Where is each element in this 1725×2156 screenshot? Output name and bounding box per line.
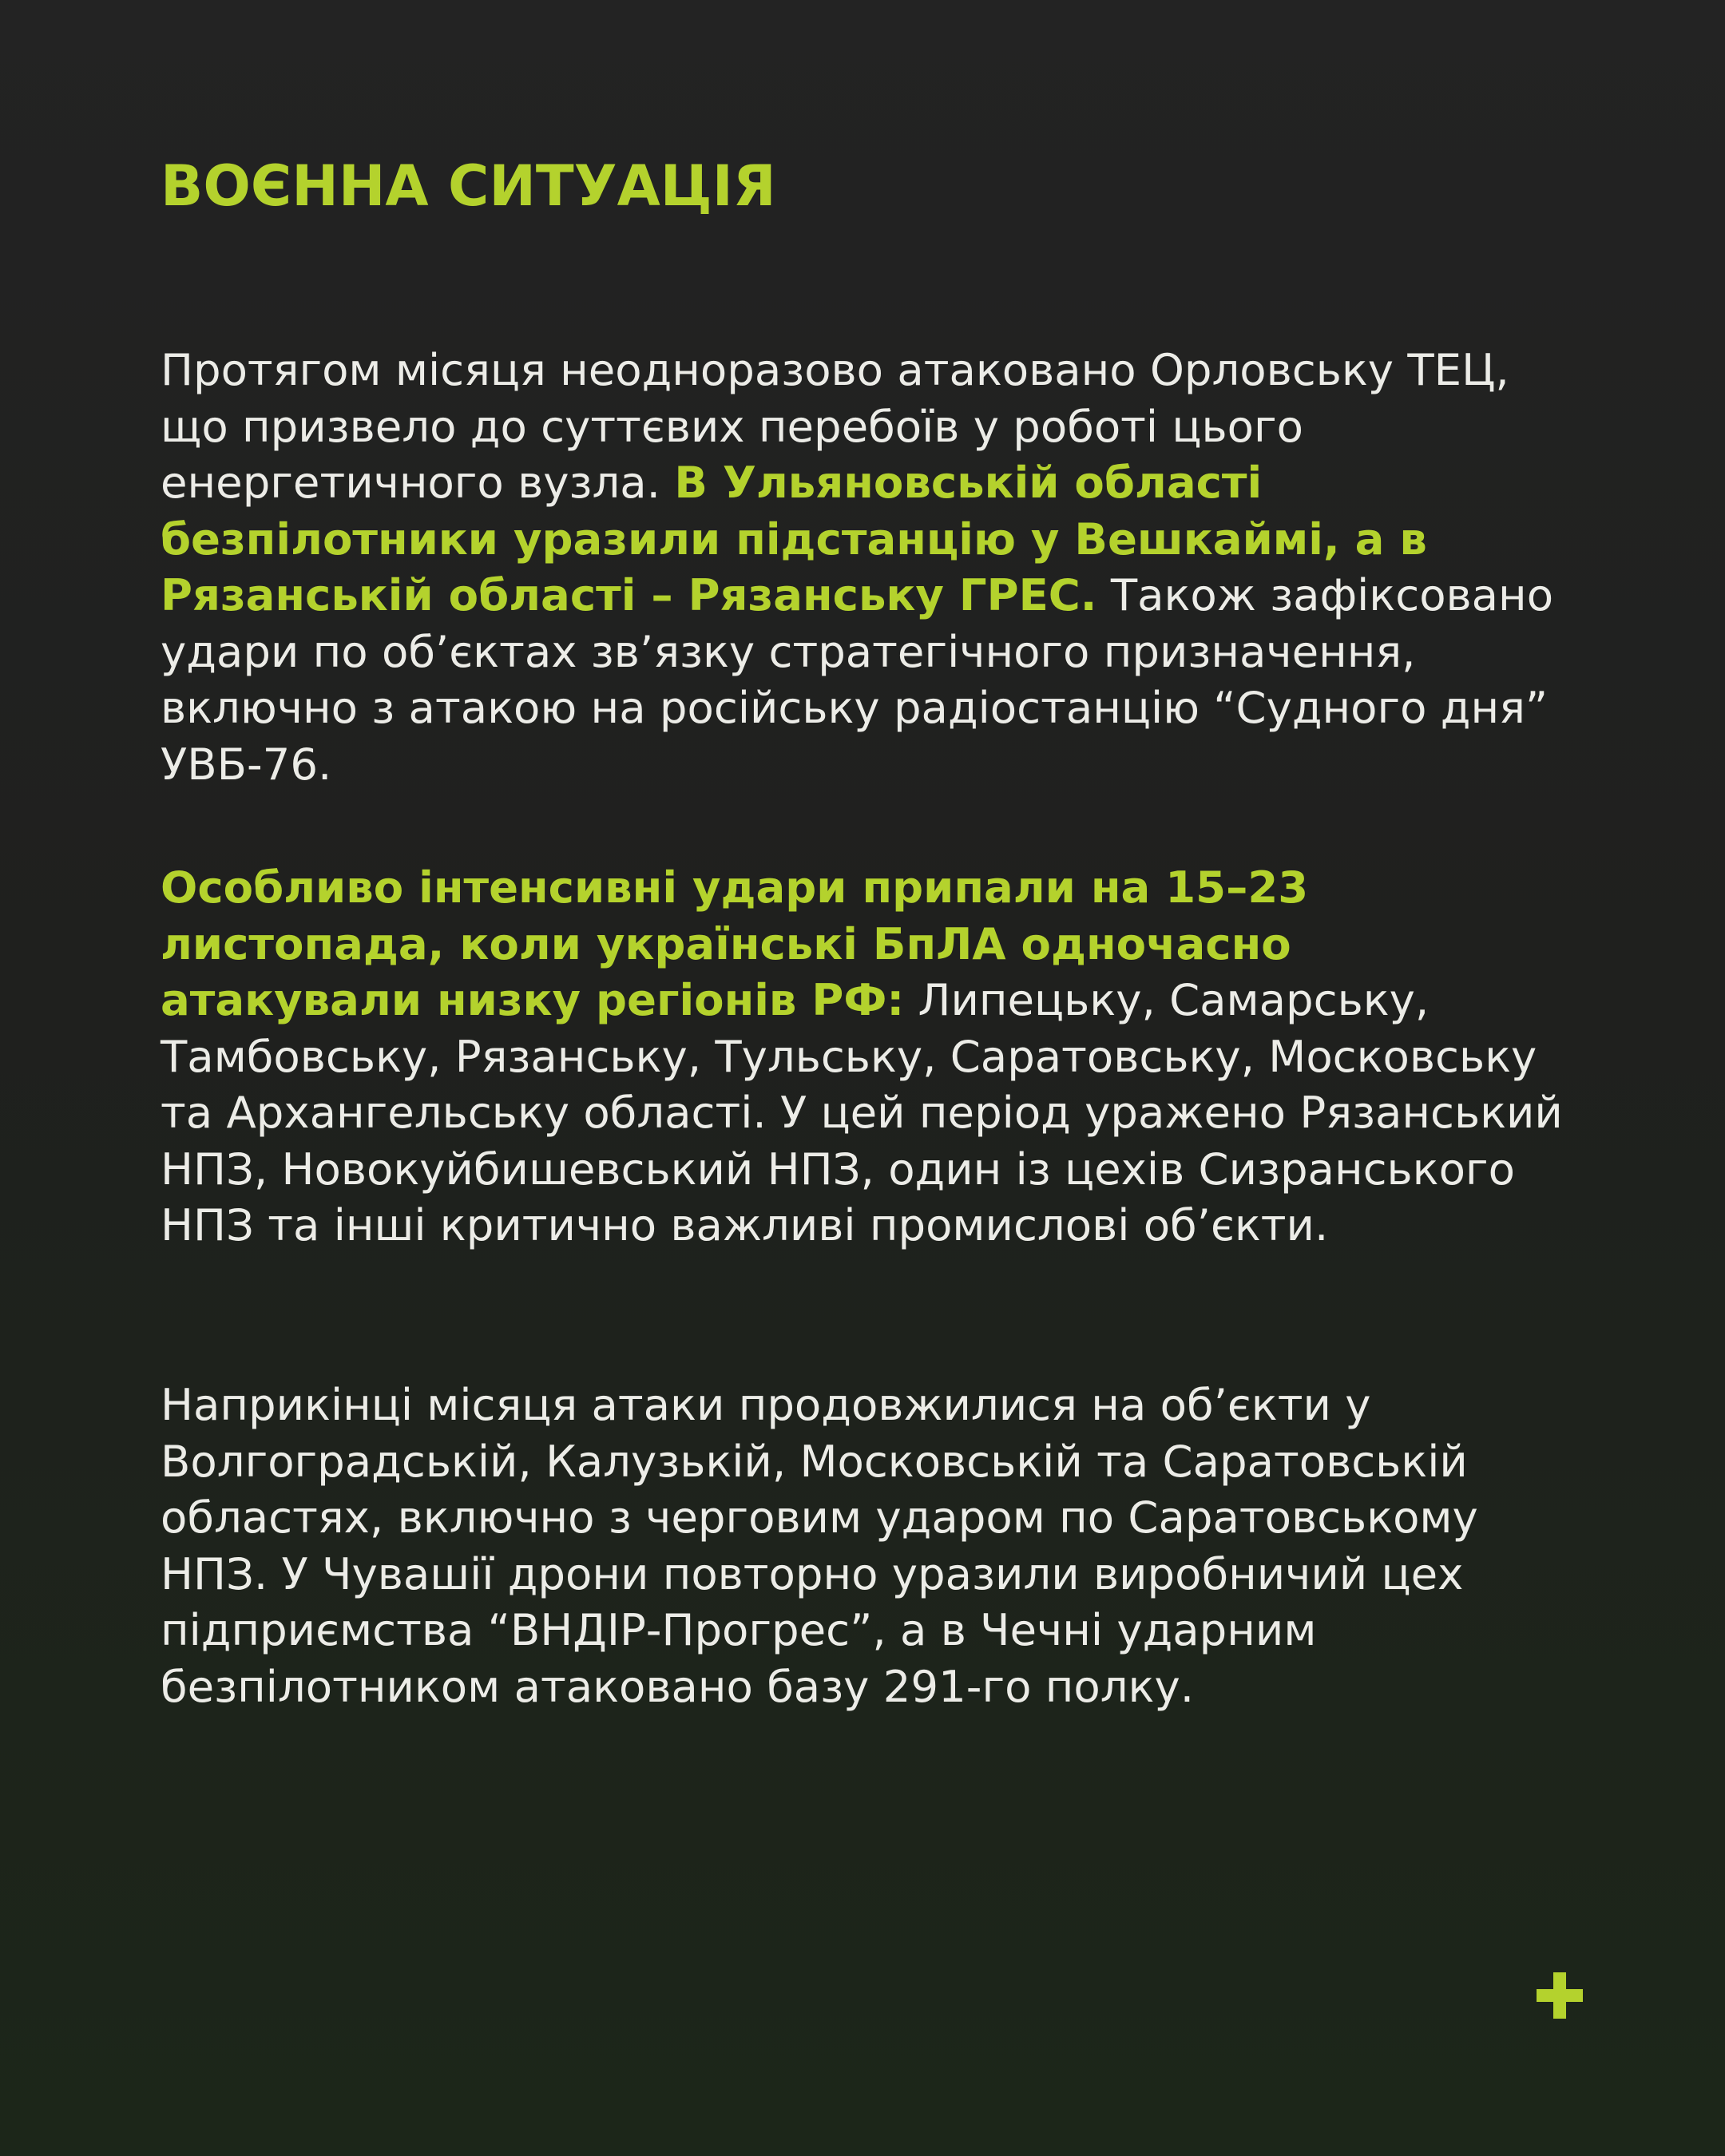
paragraph-2-highlight: Особливо інтенсивні удари припали на 15–23 листопада, коли українські БпЛА одночасно атакували низку регіонів РФ:: [161, 862, 1309, 1025]
paragraph-1-text: Протягом місяця неодноразово атаковано Орловську ТЕЦ, що призвело до суттєвих перебоїв у роботі цього енергетичного вузла.: [161, 344, 1509, 508]
paragraph-3: [161, 1377, 1566, 1714]
plus-icon: [1537, 1972, 1583, 2019]
paragraph-1-highlight: В Ульяновській області безпілотники уразили підстанцію у Вешкаймі, а в Рязанській області – Рязанську ГРЕС.: [161, 457, 1427, 620]
paragraph-3-text: Наприкінці місяця атаки продовжилися на об’єкти у Волгоградській, Калузькій, Московській та Саратовській областях, включно з черговим ударом по Саратовському НПЗ. У Чувашії дрони повторно уразили виробничий цех підприємства “ВНДІР-Прогрес”, а в Чечні ударним безпілотником атаковано базу 291-го полку.: [161, 1379, 1478, 1712]
paragraph-2: [161, 859, 1566, 1254]
paragraph-1: [161, 342, 1566, 792]
page-title: ВОЄННА СИТУАЦІЯ: [161, 153, 776, 219]
paragraph-1-text-continued: Також зафіксовано удари по об’єктах зв’язку стратегічного призначення, включно з атакою на російську радіостанцію “Судного дня” УВБ-76.: [161, 569, 1554, 790]
paragraph-2-text: Липецьку, Самарську, Тамбовську, Рязанську, Тульську, Саратовську, Московську та Архангельську області. У цей період уражено Рязанський НПЗ, Новокуйбишевський НПЗ, один із цехів Сизранського НПЗ та інші критично важливі промислові об’єкти.: [161, 974, 1563, 1250]
